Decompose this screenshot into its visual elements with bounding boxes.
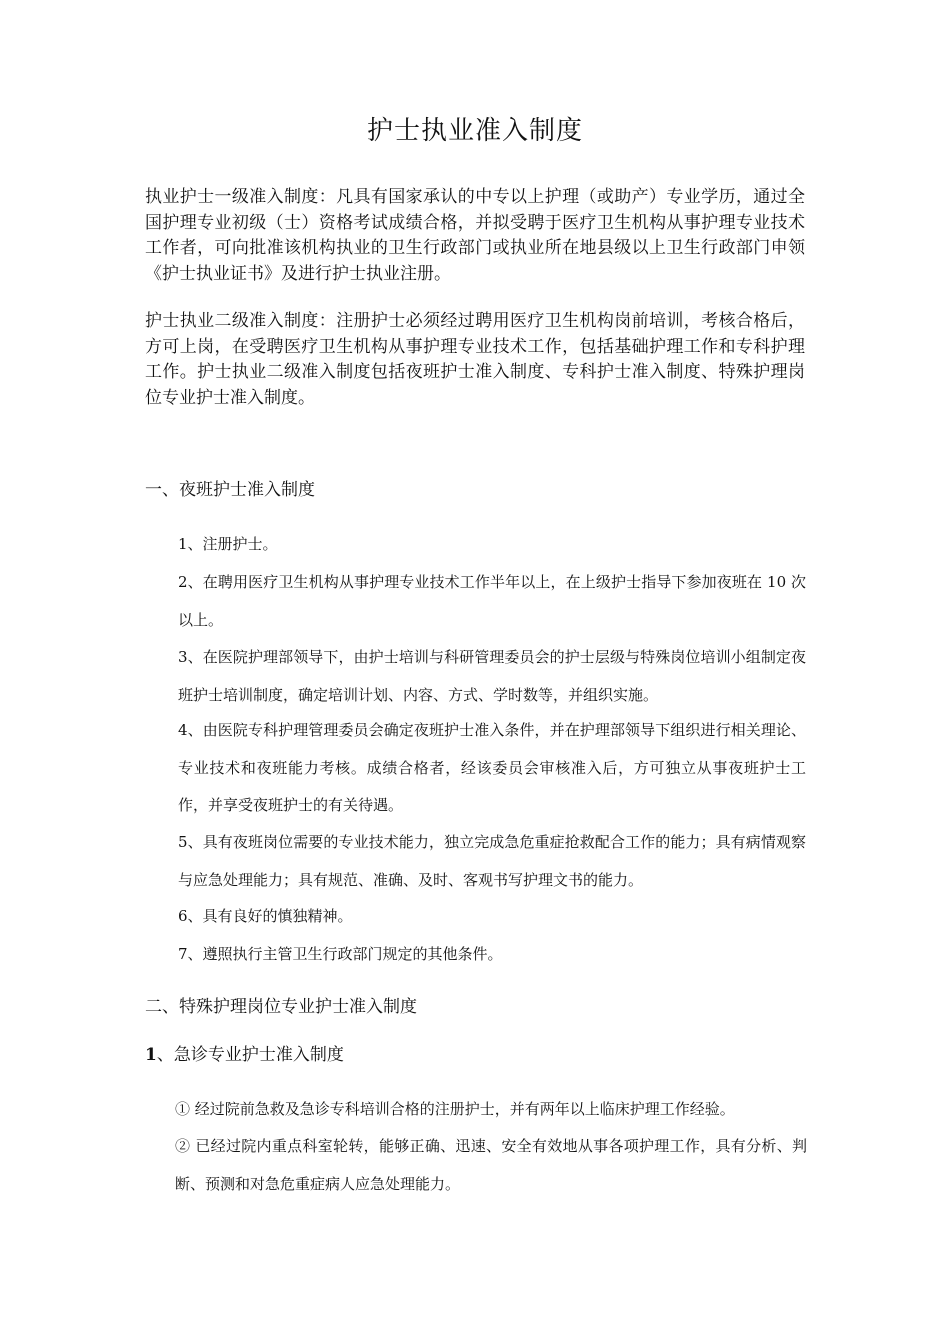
night-shift-item-3: 3、在医院护理部领导下，由护士培训与科研管理委员会的护士层级与特殊岗位培训小组制定夜班护士培训制度，确定培训计划、内容、方式、学时数等，并组织实施。 xyxy=(178,648,806,704)
subsection-heading-emergency xyxy=(145,1043,805,1067)
night-shift-item-2: 2、在聘用医疗卫生机构从事护理专业技术工作半年以上，在上级护士指导下参加夜班在 10 次以上。 xyxy=(178,573,806,629)
subsection-title: 、急诊专业护士准入制度 xyxy=(156,1045,344,1065)
intro-paragraph-level-two: 护士执业二级准入制度：注册护士必须经过聘用医疗卫生机构岗前培训，考核合格后，方可上岗，在受聘医疗卫生机构从事护理专业技术工作，包括基础护理工作和专科护理工作。护士执业二级准入制度包括夜班护士准入制度、专科护士准入制度、特殊护理岗位专业护士准入制度。 xyxy=(145,311,805,408)
document-title: 护士执业准入制度 xyxy=(366,116,583,146)
emergency-item-1: ① 经过院前急救及急诊专科培训合格的注册护士，并有两年以上临床护理工作经验。 xyxy=(175,1100,735,1118)
night-shift-item-7: 7、遵照执行主管卫生行政部门规定的其他条件。 xyxy=(178,945,503,963)
night-shift-item-6: 6、具有良好的慎独精神。 xyxy=(178,907,353,925)
section-heading-night-shift: 一、夜班护士准入制度 xyxy=(145,480,315,500)
night-shift-item-1: 1、注册护士。 xyxy=(178,535,278,553)
section-heading-special-posts: 二、特殊护理岗位专业护士准入制度 xyxy=(145,997,417,1017)
intro-paragraph-level-one: 执业护士一级准入制度：凡具有国家承认的中专以上护理（或助产）专业学历，通过全国护理专业初级（士）资格考试成绩合格，并拟受聘于医疗卫生机构从事护理专业技术工作者，可向批准该机构执业的卫生行政部门或执业所在地县级以上卫生行政部门申领《护士执业证书》及进行护士执业注册。 xyxy=(145,187,805,284)
emergency-item-2: ② 已经过院内重点科室轮转，能够正确、迅速、安全有效地从事各项护理工作，具有分析、判断、预测和对急危重症病人应急处理能力。 xyxy=(175,1137,807,1193)
subsection-number: 1 xyxy=(145,1045,157,1065)
night-shift-item-5: 5、具有夜班岗位需要的专业技术能力，独立完成急危重症抢救配合工作的能力；具有病情观察与应急处理能力；具有规范、准确、及时、客观书写护理文书的能力。 xyxy=(178,833,806,889)
night-shift-item-4: 4、由医院专科护理管理委员会确定夜班护士准入条件，并在护理部领导下组织进行相关理论、专业技术和夜班能力考核。成绩合格者，经该委员会审核准入后，方可独立从事夜班护士工作，并享受夜班护士的有关待遇。 xyxy=(178,721,806,814)
